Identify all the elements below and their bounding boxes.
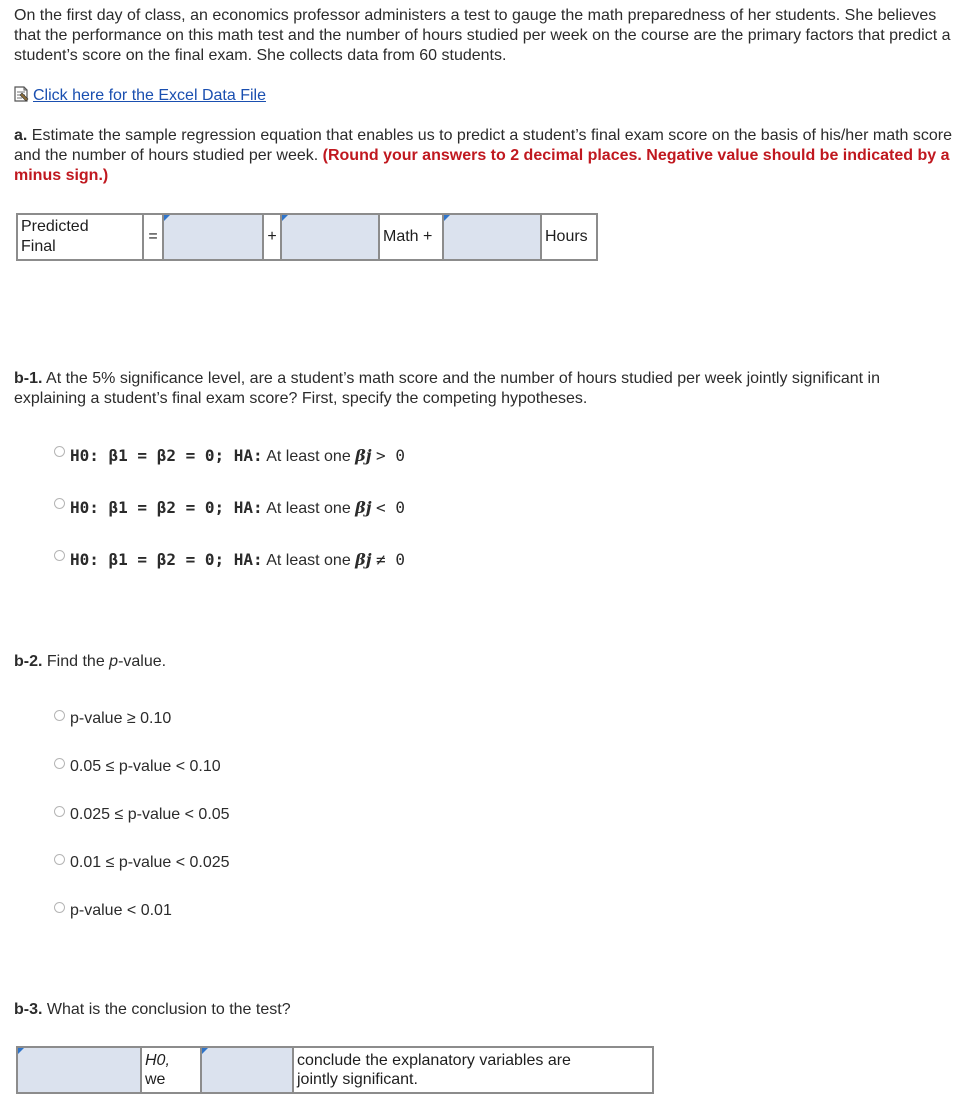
beta-j: βj [355,498,372,517]
regression-equation-table [16,213,598,261]
intercept-input[interactable] [163,214,263,260]
radio-button[interactable] [54,854,65,865]
part-a-instruction: (Round your answers to 2 decimal places. Negative value should be indicated by a minus sign.) [14,147,950,184]
hours-coefficient-input[interactable] [443,214,541,260]
conclusion-verb-select[interactable] [201,1047,293,1093]
conclusion-line-1: conclude the explanatory variables are [297,1052,571,1069]
select-flag-icon [18,1048,24,1054]
h0-we-label [141,1047,201,1093]
radio-button[interactable] [54,902,65,913]
relation: ≠ 0 [376,550,405,569]
part-b3-text: What is the conclusion to the test? [42,1001,291,1018]
h0-statement: H0: β1 = β2 = 0; HA: [70,498,263,517]
conclusion-line-2: jointly significant. [297,1071,418,1088]
part-a-question [14,126,954,186]
input-flag-icon [164,215,170,221]
pvalue-option-label: p-value < 0.01 [70,902,172,919]
part-a-text: Estimate the sample regression equation that enables us to predict a student’s final exam score on the basis of his/her math score and the number of hours studied per week. [14,127,952,164]
radio-button[interactable] [54,710,65,721]
predicted-final-label [17,214,143,260]
pvalue-option-label: 0.05 ≤ p-value < 0.10 [70,758,221,775]
relation: > 0 [376,446,405,465]
hours-label: Hours [541,214,597,260]
pvalue-option-label: p-value ≥ 0.10 [70,710,172,727]
reject-decision-select[interactable] [17,1047,141,1093]
h0-statement: H0: β1 = β2 = 0; HA: [70,446,263,465]
part-b2-label: b-2. [14,653,43,670]
final-label: Final [21,238,56,255]
at-least-one-text: At least one [266,500,351,517]
excel-link-text[interactable]: Click here for the Excel Data File [33,87,266,104]
pvalue-option-label: 0.01 ≤ p-value < 0.025 [70,854,230,871]
document-icon [14,86,29,102]
problem-intro: On the first day of class, an economics professor administers a test to gauge the math preparedness of her students. She believes that the performance on this math test and the number of hours studied per week on the course are the primary factors that predict a student’s score on the final exam. She collects data from 60 students. [14,7,951,64]
input-flag-icon [444,215,450,221]
radio-button[interactable] [54,446,65,457]
radio-button[interactable] [54,550,65,561]
beta-j: βj [355,550,372,569]
plus-sign: + [263,214,281,260]
radio-button[interactable] [54,806,65,817]
math-label: Math + [379,214,443,260]
conclusion-table [16,1046,654,1094]
excel-link[interactable] [14,86,266,105]
part-b2-text-end: -value. [118,653,167,670]
part-b1-label: b-1. [14,370,43,387]
select-flag-icon [202,1048,208,1054]
part-b3-question [14,1000,954,1020]
at-least-one-text: At least one [266,448,351,465]
beta-j: βj [355,446,372,465]
input-flag-icon [282,215,288,221]
at-least-one-text: At least one [266,552,351,569]
part-a-label: a. [14,127,28,144]
we-text: we [145,1071,166,1088]
part-b3-label: b-3. [14,1001,43,1018]
part-b2-text: Find the [42,653,110,670]
predicted-label: Predicted [21,218,89,235]
relation: < 0 [376,498,405,517]
radio-button[interactable] [54,498,65,509]
equals-sign: = [143,214,163,260]
h0-text: H0, [145,1052,170,1069]
part-b1-text: At the 5% significance level, are a student’s math score and the number of hours studied per week jointly significant in explaining a student’s final exam score? First, specify the competing hypotheses. [14,370,880,407]
math-coefficient-input[interactable] [281,214,379,260]
radio-button[interactable] [54,758,65,769]
part-b2-question [14,652,954,672]
conclusion-text [293,1047,653,1093]
pvalue-option-label: 0.025 ≤ p-value < 0.05 [70,806,230,823]
part-b2-p: p [109,653,119,670]
part-b1-question [14,369,954,409]
h0-statement: H0: β1 = β2 = 0; HA: [70,550,263,569]
